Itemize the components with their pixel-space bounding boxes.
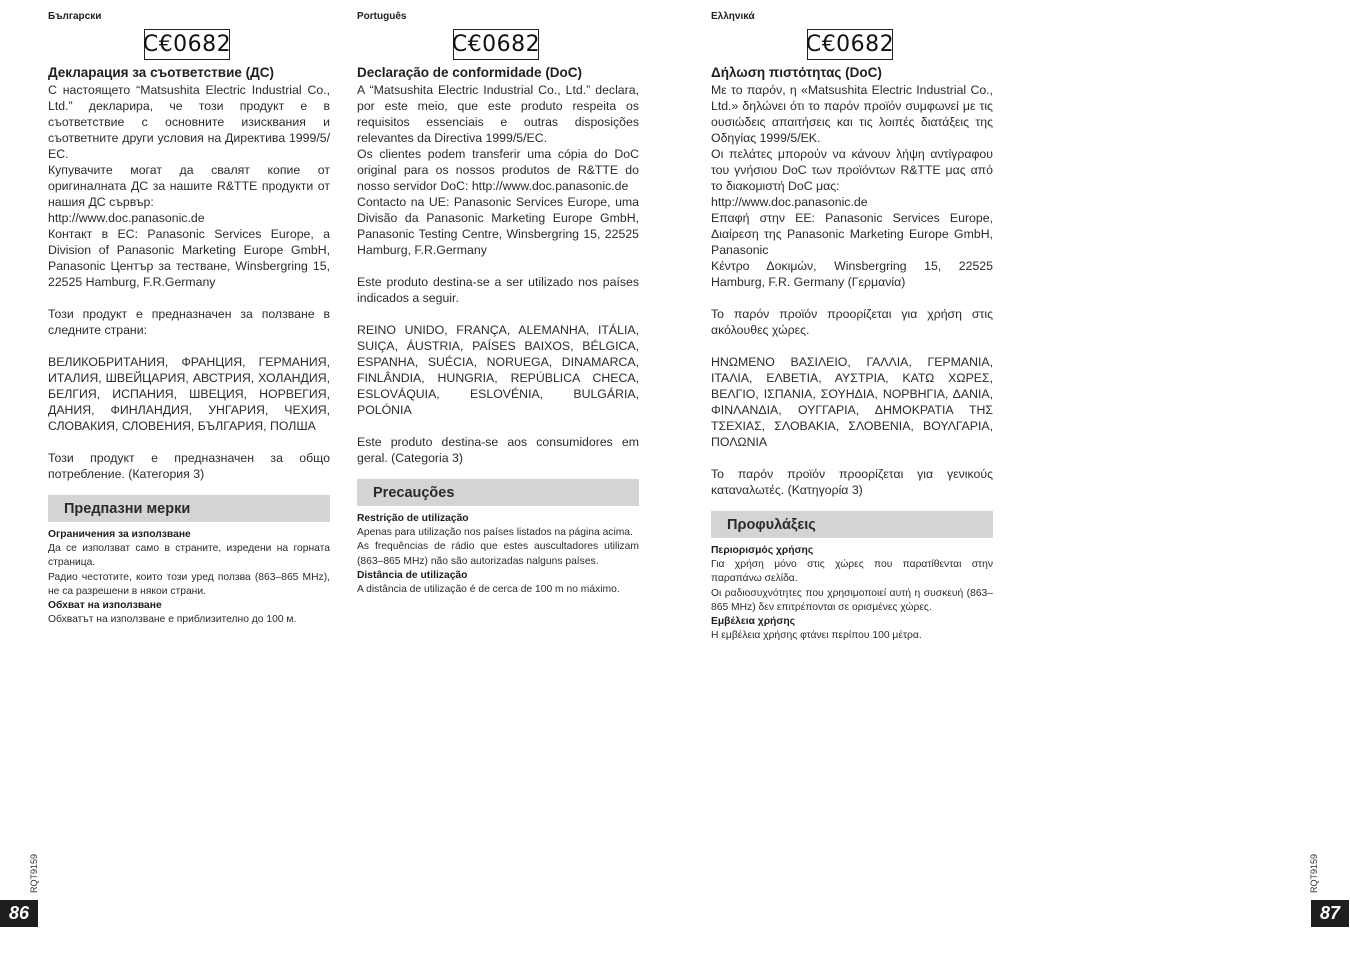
paragraph: Купувачите могат да свалят копие от оригиналната ДС за нашите R&TTE продукти от нашия ДС сървър:	[48, 163, 330, 209]
paragraph: Οι πελάτες μπορούν να κάνουν λήψη αντίγραφου του γνήσιου DoC των προϊόντων R&TTE μας από το διακομιστή DoC μας:	[711, 147, 993, 193]
declaration-title: Δήλωση πιστότητας (DoC)	[711, 65, 882, 80]
subheading: Restrição de utilização	[357, 513, 469, 524]
precautions-block	[48, 528, 330, 627]
paragraph: Το παρόν προϊόν προορίζεται για γενικούς καταναλωτές. (Κατηγορία 3)	[711, 467, 993, 497]
page-number-left: 86	[0, 900, 38, 927]
paragraph: Este produto destina-se aos consumidores em geral. (Categoria 3)	[357, 435, 639, 465]
paragraph: Με το παρόν, η «Matsushita Electric Industrial Co., Ltd.» δηλώνει ότι το παρόν προϊόν συμφωνεί με τις ουσιώδεις απαιτήσεις και τις λοιπές διατάξεις της Οδηγίας 1999/5/ΕΚ.	[711, 83, 993, 145]
paragraph: Κέντρο Δοκιμών, Winsbergring 15, 22525 Hamburg, F.R. Germany (Γερμανία)	[711, 259, 993, 289]
precautions-block	[711, 544, 993, 643]
paragraph: Apenas para utilização nos países listados na página acima.	[357, 527, 633, 538]
paragraph: Този продукт е предназначен за ползване в следните страни:	[48, 307, 330, 337]
declaration-title: Декларация за съответствие (ДС)	[48, 65, 274, 80]
declaration-block	[48, 64, 330, 482]
subheading: Ограничения за използване	[48, 529, 191, 540]
paragraph: Контакт в ЕС: Panasonic Services Europe, a Division of Panasonic Marketing Europe GmbH, Panasonic Център за тестване, Winsbergring 15, 22525 Hamburg, F.R.Germany	[48, 227, 330, 289]
paragraph: Este produto destina-se a ser utilizado nos países indicados a seguir.	[357, 275, 639, 305]
declaration-block	[357, 64, 639, 466]
declaration-block	[711, 64, 993, 498]
paragraph: Contacto na UE: Panasonic Services Europe, uma Divisão da Panasonic Marketing Europe GmbH, Panasonic Testing Centre, Winsbergring 15, 22525 Hamburg, F.R.Germany	[357, 195, 639, 257]
ce-mark-logo: C€0682	[144, 29, 230, 60]
paragraph: Обхватът на използване е приблизително до 100 м.	[48, 614, 297, 626]
paragraph: http://www.doc.panasonic.de	[48, 211, 205, 225]
country-list: ВЕЛИКОБРИТАНИЯ, ФРАНЦИЯ, ГЕРМАНИЯ, ИТАЛИЯ, ШВЕЙЦАРИЯ, АВСТРИЯ, ХОЛАНДИЯ, БЕЛГИЯ, ИСПАНИЯ, ШВЕЦИЯ, НОРВЕГИЯ, ДАНИЯ, ФИНЛАНДИЯ, УНГАРИЯ, ЧЕХИЯ, СЛОВАКИЯ, СЛОВЕНИЯ, БЪЛГАРИЯ, ПОЛША	[48, 355, 330, 433]
paragraph: http://www.doc.panasonic.de	[711, 195, 868, 209]
page-number-right: 87	[1311, 900, 1349, 927]
language-label: Ελληνικά	[711, 11, 755, 22]
country-list: ΗΝΩΜΕΝΟ ΒΑΣΙΛΕΙΟ, ΓΑΛΛΙΑ, ΓΕΡΜΑΝΙΑ, ΙΤΑΛΙΑ, ΕΛΒΕΤΙΑ, ΑΥΣΤΡΙΑ, ΚΑΤΩ ΧΩΡΕΣ, ΒΕΛΓΙΟ, ΙΣΠΑΝΙΑ, ΣΟΥΗΔΙΑ, ΝΟΡΒΗΓΙΑ, ΔΑΝΙΑ, ΦΙΝΛΑΝΔΙΑ, ΟΥΓΓΑΡΙΑ, ΔΗΜΟΚΡΑΤΙΑ ΤΗΣ ΤΣΕΧΙΑΣ, ΣΛΟΒΑΚΙΑ, ΣΛΟΒΕΝΙΑ, ΒΟΥΛΓΑΡΙΑ, ΠΟΛΩΝΙΑ	[711, 355, 993, 449]
country-list: REINO UNIDO, FRANÇA, ALEMANHA, ITÁLIA, SUIÇA, ÁUSTRIA, PAÍSES BAIXOS, BÉLGICA, ESPANHA, SUÉCIA, NORUEGA, DINAMARCA, FINLÂNDIA, HUNGRIA, REPÚBLICA CHECA, ESLOVÁQUIA, ESLOVÉNIA, BULGÁRIA, POLÓNIA	[357, 323, 639, 417]
paragraph: Για χρήση μόνο στις χώρες που παρατίθενται στην παραπάνω σελίδα.	[711, 559, 993, 585]
paragraph: Радио честотите, които този уред ползва (863–865 MHz), не са разрешени в някои страни.	[48, 571, 330, 597]
subheading: Εμβέλεια χρήσης	[711, 616, 796, 628]
paragraph: As frequências de rádio que estes auscultadores utilizam (863–865 MHz) não são autorizadas nalguns países.	[357, 541, 639, 567]
paragraph: С настоящето “Matsushita Electric Industrial Co., Ltd.” декларира, че този продукт е в съответствие с основните изисквания и съответните други условия на Директива 1999/5/ЕС.	[48, 83, 330, 161]
declaration-title: Declaração de conformidade (DoC)	[357, 65, 583, 80]
paragraph: Os clientes podem transferir uma cópia do DoC original para os nossos produtos de R&TTE do nosso servidor DoC: http://www.doc.panasonic.de	[357, 147, 639, 193]
section-header-precautions: Προφυλάξεις	[711, 511, 993, 538]
paragraph: Η εμβέλεια χρήσης φτάνει περίπου 100 μέτρα.	[711, 630, 922, 642]
precautions-block	[357, 512, 639, 597]
ce-mark-logo: C€0682	[453, 29, 539, 60]
paragraph: Да се използват само в страните, изредени на горната страница.	[48, 543, 330, 569]
subheading: Περιορισμός χρήσης	[711, 545, 814, 556]
paragraph: A “Matsushita Electric Industrial Co., Ltd.” declara, por este meio, que este produto respeita os requisitos essenciais e outras disposições relevantes da Directiva 1999/5/EC.	[357, 83, 639, 145]
paragraph: Επαφή στην ΕΕ: Panasonic Services Europe, Διαίρεση της Panasonic Marketing Europe GmbH, Panasonic	[711, 211, 993, 257]
model-code-left: RQT9159	[29, 853, 39, 893]
ce-mark-logo: C€0682	[807, 29, 893, 60]
section-header-precautions: Precauções	[357, 479, 639, 506]
subheading: Distância de utilização	[357, 569, 468, 581]
subheading: Обхват на използване	[48, 600, 162, 612]
section-header-precautions: Предпазни мерки	[48, 495, 330, 522]
model-code-right: RQT9159	[1309, 853, 1319, 893]
language-label: Português	[357, 11, 407, 22]
paragraph: Този продукт е предназначен за общо потребление. (Категория 3)	[48, 451, 330, 481]
paragraph: Το παρόν προϊόν προορίζεται για χρήση στις ακόλουθες χώρες.	[711, 307, 993, 337]
language-label: Български	[48, 11, 102, 22]
paragraph: A distância de utilização é de cerca de 100 m no máximo.	[357, 583, 620, 595]
paragraph: Οι ραδιοσυχνότητες που χρησιμοποιεί αυτή η συσκευή (863–865 MHz) δεν επιτρέπονται σε ορισμένες χώρες.	[711, 587, 993, 613]
